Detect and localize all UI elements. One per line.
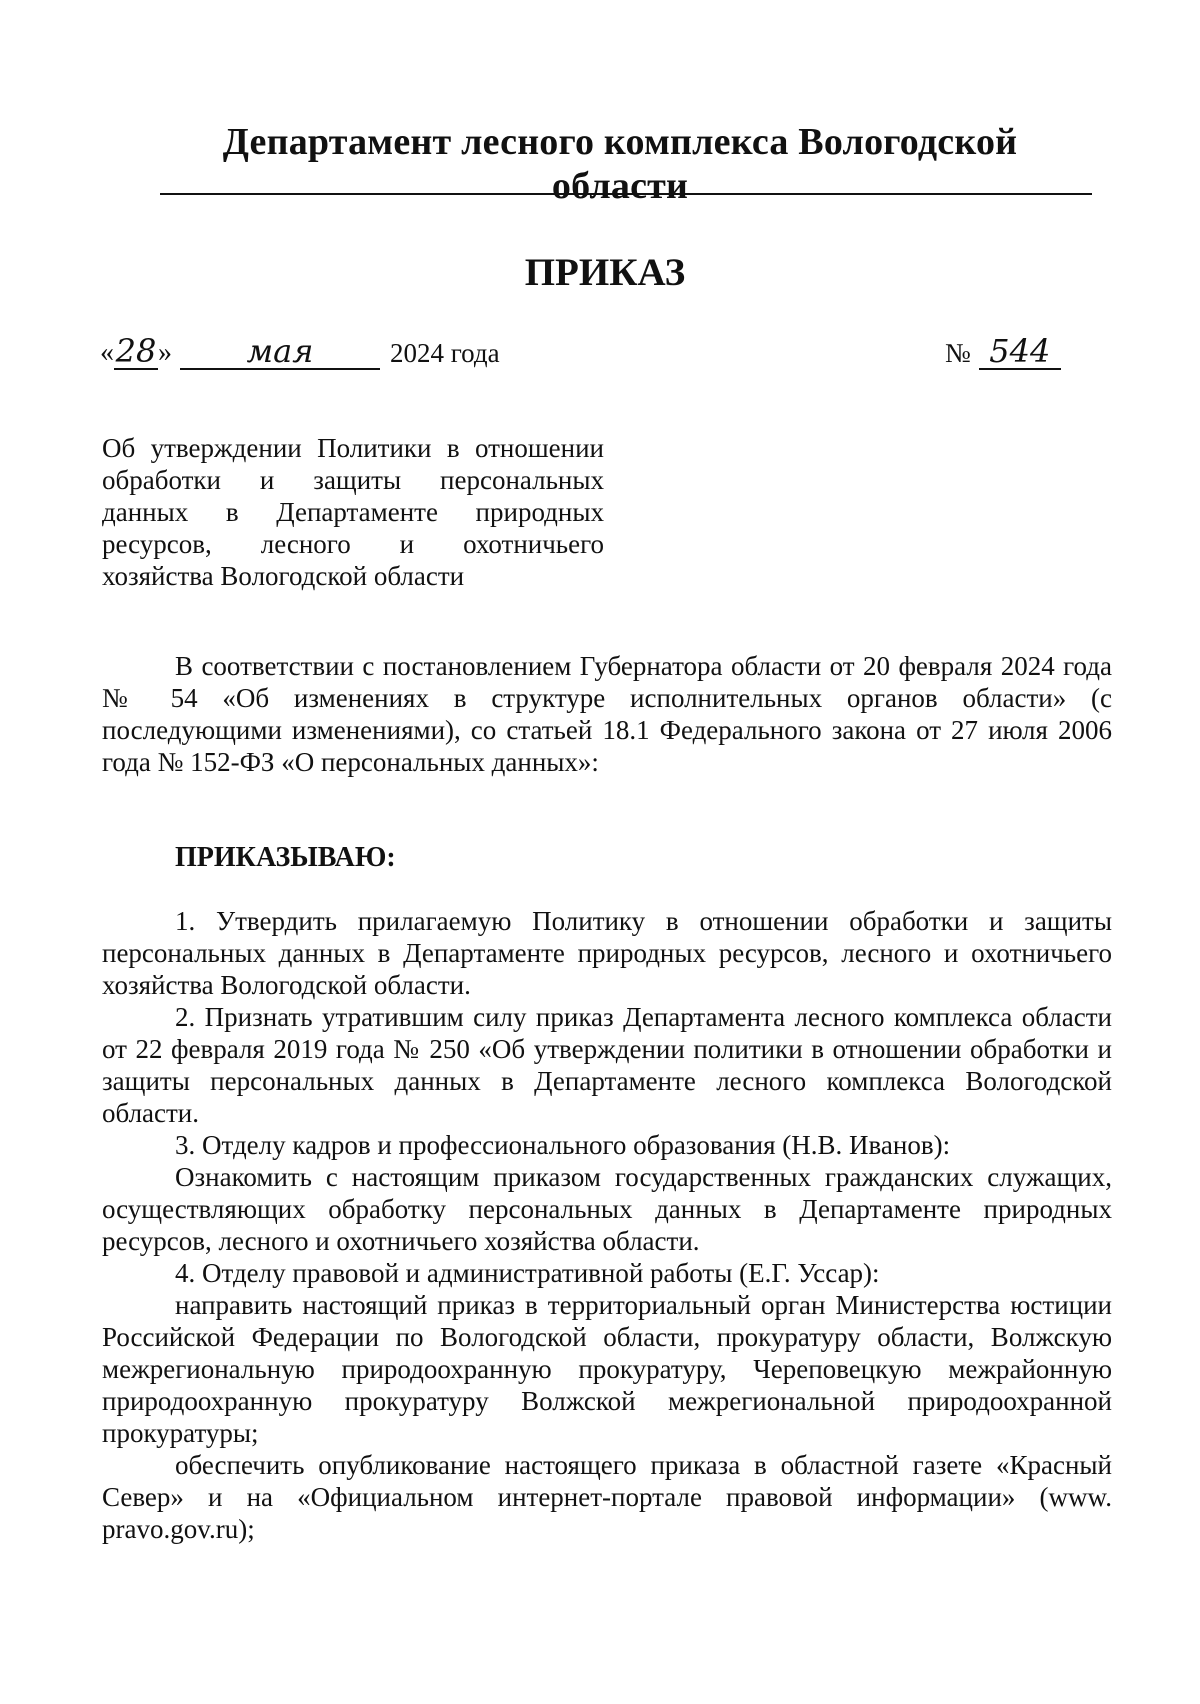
title-underline bbox=[160, 193, 1092, 195]
preamble-paragraph: В соответствии с постановлением Губернатора области от 20 февраля 2024 года № 54 «Об изменениях в структуре исполнительных органов области» (с последующими изменениями), со статьей 18.1 Федерального закона от 27 июля 2006 года № 152-ФЗ «О персональных данных»: bbox=[102, 651, 1112, 777]
order-item: 1. Утвердить прилагаемую Политику в отношении обработки и защиты персональных данных в Департаменте природных ресурсов, лесного и охотничьего хозяйства Вологодской области. bbox=[102, 906, 1112, 1000]
number-sign: № bbox=[945, 338, 971, 368]
subject-line: хозяйства Вологодской области bbox=[102, 561, 465, 591]
number-value: 544 bbox=[979, 334, 1061, 370]
date-year: 2024 года bbox=[390, 338, 500, 368]
order-number bbox=[945, 330, 1061, 370]
order-date bbox=[100, 330, 500, 370]
subject-line: обработки и защиты персональных bbox=[102, 465, 604, 495]
subject-line: данных в Департаменте природных bbox=[102, 497, 604, 527]
date-quote-open: « bbox=[100, 337, 114, 368]
order-item: 3. Отделу кадров и профессионального образования (Н.В. Иванов): bbox=[175, 1130, 951, 1160]
order-items bbox=[102, 905, 1112, 1545]
subject-line: ресурсов, лесного и охотничьего bbox=[102, 529, 604, 559]
order-item: 2. Признать утратившим силу приказ Департамента лесного комплекса области от 22 февраля 2019 года № 250 «Об утверждении политики в отношении обработки и защиты персональных данных в Департаменте лесного комплекса Вологодской области. bbox=[102, 1002, 1112, 1128]
date-day: 28 bbox=[115, 332, 157, 370]
subject-line: Об утверждении Политики в отношении bbox=[102, 433, 604, 463]
order-item: 4. Отделу правовой и административной работы (Е.Г. Уссар): bbox=[175, 1258, 880, 1288]
order-item: направить настоящий приказ в территориальный орган Министерства юстиции Российской Федерации по Вологодской области, прокуратуру области, Волжскую межрегиональную природоохранную прокуратуру, Череповецкую межрайонную природоохранную прокуратуру Волжской межрегиональной природоохранной прокуратуры; bbox=[102, 1290, 1112, 1448]
decree-heading: ПРИКАЗЫВАЮ: bbox=[175, 842, 396, 873]
date-month: мая bbox=[180, 334, 380, 370]
order-item: Ознакомить с настоящим приказом государственных гражданских служащих, осуществляющих обработку персональных данных в Департаменте природных ресурсов, лесного и охотничьего хозяйства области. bbox=[102, 1162, 1112, 1256]
department-title: Департамент лесного комплекса Вологодской области bbox=[222, 121, 1018, 207]
order-item: обеспечить опубликование настоящего приказа в областной газете «Красный Север» и на «Официальном интернет-портале правовой информации» (www. pravo.gov.ru); bbox=[102, 1450, 1112, 1544]
document-type-title: ПРИКАЗ bbox=[524, 251, 686, 294]
order-subject bbox=[102, 432, 604, 592]
date-quote-close: » bbox=[158, 337, 172, 368]
